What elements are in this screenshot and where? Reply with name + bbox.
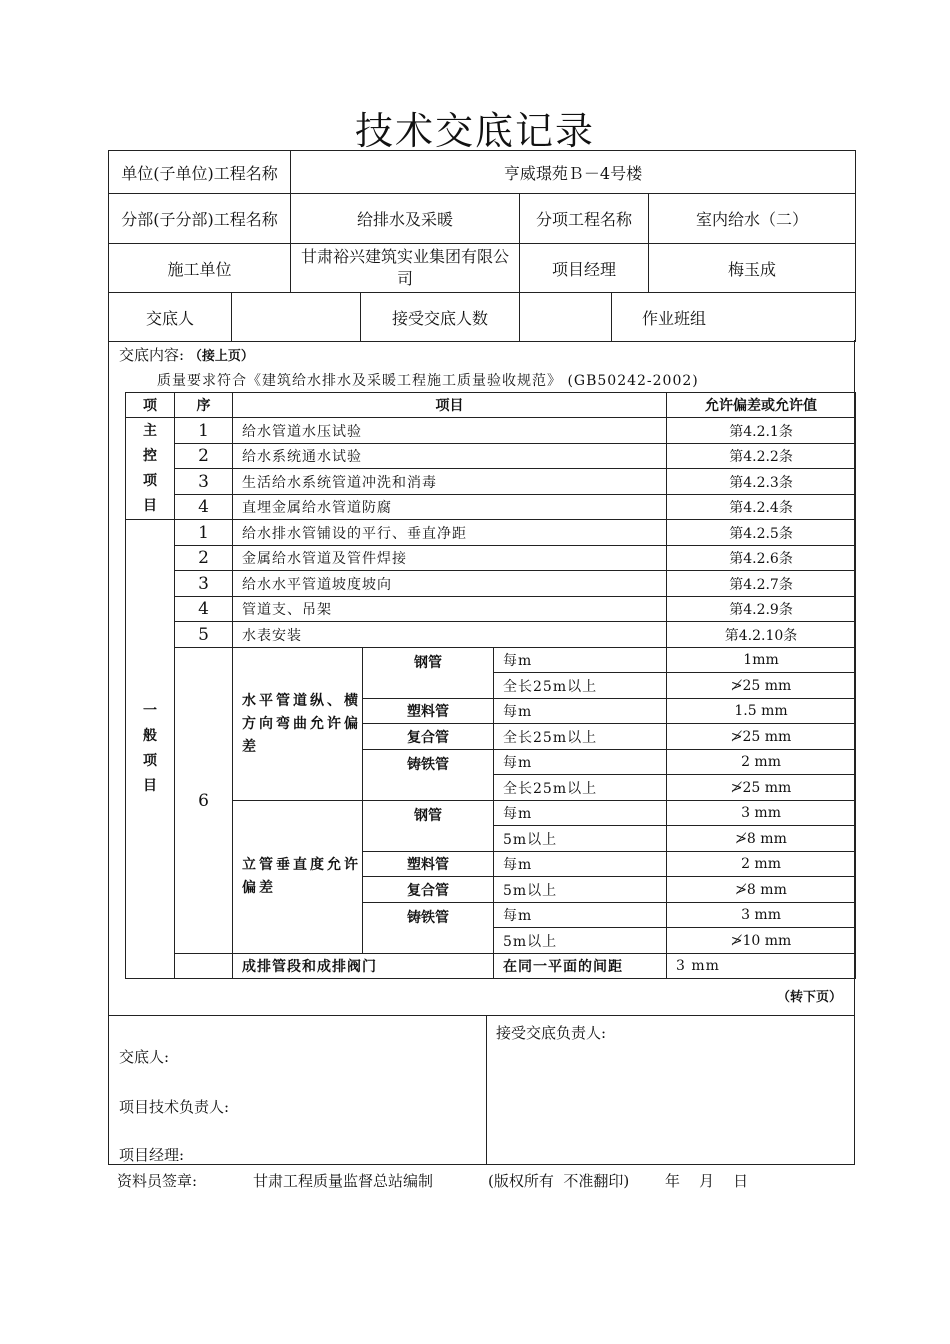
vertical-val: ≯10 mm <box>667 928 856 954</box>
col-header-item: 项目 <box>233 393 667 418</box>
horizontal-val: ≯25 mm <box>667 724 856 750</box>
page-title: 技术交底记录 <box>354 109 595 153</box>
horizontal-cond: 全长25m以上 <box>494 673 667 699</box>
signature-divider <box>486 1016 487 1164</box>
general-tolerance: 第4.2.10条 <box>667 622 856 648</box>
main-tolerance: 第4.2.2条 <box>667 444 856 469</box>
vertical-deviation-label: 立管垂直度允许偏差 <box>233 801 363 954</box>
row-pipe-val: 3 mm <box>667 954 856 979</box>
general-item: 金属给水管道及管件焊接 <box>233 546 667 571</box>
general-seq: 2 <box>175 546 233 571</box>
main-item: 直埋金属给水管道防腐 <box>233 495 667 520</box>
header-table <box>108 150 856 342</box>
vertical-cond: 5m以上 <box>494 928 667 954</box>
horizontal-castiron: 铸铁管 <box>363 750 494 801</box>
horizontal-cond: 每m <box>494 699 667 724</box>
receivers-count-value[interactable] <box>520 293 612 342</box>
horizontal-deviation-label: 水平管道纵、横方向弯曲允许偏差 <box>233 648 363 801</box>
main-tolerance: 第4.2.4条 <box>667 495 856 520</box>
horizontal-plastic: 塑料管 <box>363 699 494 724</box>
division-value: 给排水及采暖 <box>291 194 520 244</box>
continued-to: （转下页） <box>776 990 842 1005</box>
horizontal-val: 2 mm <box>667 750 856 775</box>
vertical-val: 3 mm <box>667 903 856 928</box>
receiver-lead-signature[interactable]: 接受交底负责人: <box>496 1024 607 1042</box>
contractor-value: 甘肃裕兴建筑实业集团有限公司 <box>291 244 520 293</box>
division-label: 分部(子分部)工程名称 <box>109 194 291 244</box>
general-tolerance: 第4.2.6条 <box>667 546 856 571</box>
signature-box <box>108 1015 855 1165</box>
quality-requirement: 质量要求符合《建筑给水排水及采暖工程施工质量验收规范》 (GB50242-2002) <box>157 373 699 389</box>
footer-clerk: 资料员签章: <box>117 1172 198 1190</box>
main-category <box>126 418 175 520</box>
general-item: 管道支、吊架 <box>233 597 667 622</box>
col-header-seq: 序 <box>175 393 233 418</box>
col-header-tolerance: 允许偏差或允许值 <box>667 393 856 418</box>
tech-lead-signature[interactable]: 项目技术负责人: <box>119 1098 230 1116</box>
general-seq-6: 6 <box>175 648 233 954</box>
continued-from: （接上页） <box>188 349 254 364</box>
general-seq: 3 <box>175 571 233 597</box>
content-intro <box>119 344 254 365</box>
horizontal-cond: 全长25m以上 <box>494 775 667 801</box>
main-seq: 3 <box>175 469 233 495</box>
discloser-value[interactable] <box>232 293 361 342</box>
team-label: 作业班组 <box>612 293 856 342</box>
vertical-steel: 钢管 <box>363 801 494 852</box>
vertical-plastic: 塑料管 <box>363 852 494 877</box>
unit-project-label: 单位(子单位)工程名称 <box>109 151 291 194</box>
vertical-composite: 复合管 <box>363 877 494 903</box>
receivers-count-label: 接受交底人数 <box>361 293 520 342</box>
row-pipe-cond: 在同一平面的间距 <box>494 954 667 979</box>
main-item: 给水系统通水试验 <box>233 444 667 469</box>
general-tolerance: 第4.2.9条 <box>667 597 856 622</box>
main-seq: 4 <box>175 495 233 520</box>
vertical-val: ≯8 mm <box>667 826 856 852</box>
general-seq: 5 <box>175 622 233 648</box>
vertical-val: 3 mm <box>667 801 856 826</box>
footer-date: 年 月 日 <box>665 1172 749 1190</box>
vertical-cond: 每m <box>494 903 667 928</box>
main-tolerance: 第4.2.1条 <box>667 418 856 444</box>
horizontal-val: 1.5 mm <box>667 699 856 724</box>
main-item: 生活给水系统管道冲洗和消毒 <box>233 469 667 495</box>
general-tolerance: 第4.2.5条 <box>667 520 856 546</box>
row-pipe-item: 成排管段和成排阀门 <box>233 954 494 979</box>
horizontal-composite: 复合管 <box>363 724 494 750</box>
manager-value: 梅玉成 <box>649 244 856 293</box>
subitem-value: 室内给水（二） <box>649 194 856 244</box>
horizontal-val: ≯25 mm <box>667 673 856 699</box>
main-tolerance: 第4.2.3条 <box>667 469 856 495</box>
general-category-label: 一般项目 <box>143 703 157 794</box>
main-seq: 2 <box>175 444 233 469</box>
vertical-cond: 5m以上 <box>494 826 667 852</box>
vertical-val: ≯8 mm <box>667 877 856 903</box>
main-category-label: 主控项目 <box>143 422 157 514</box>
general-seq: 4 <box>175 597 233 622</box>
manager-label: 项目经理 <box>520 244 649 293</box>
general-item: 给水水平管道坡度坡向 <box>233 571 667 597</box>
discloser-label: 交底人 <box>109 293 232 342</box>
vertical-cond: 每m <box>494 852 667 877</box>
general-category <box>126 520 175 979</box>
unit-project-value: 亨威璟苑Ｂ－4号楼 <box>291 151 856 194</box>
main-seq: 1 <box>175 418 233 444</box>
horizontal-cond: 每m <box>494 750 667 775</box>
general-item: 给水排水管铺设的平行、垂直净距 <box>233 520 667 546</box>
vertical-castiron: 铸铁管 <box>363 903 494 954</box>
horizontal-val: 1mm <box>667 648 856 673</box>
subitem-label: 分项工程名称 <box>520 194 649 244</box>
horizontal-steel: 钢管 <box>363 648 494 699</box>
contractor-label: 施工单位 <box>109 244 291 293</box>
row-pipe-seq <box>175 954 233 979</box>
general-tolerance: 第4.2.7条 <box>667 571 856 597</box>
horizontal-val: ≯25 mm <box>667 775 856 801</box>
intro-label: 交底内容: <box>119 346 185 364</box>
footer-compiler: 甘肃工程质量监督总站编制 <box>253 1172 434 1190</box>
discloser-signature[interactable]: 交底人: <box>119 1048 170 1066</box>
col-header-category: 项 <box>126 393 175 418</box>
inspection-table <box>125 392 856 979</box>
vertical-cond: 每m <box>494 801 667 826</box>
manager-signature[interactable]: 项目经理: <box>119 1146 185 1164</box>
horizontal-cond: 全长25m以上 <box>494 724 667 750</box>
vertical-val: 2 mm <box>667 852 856 877</box>
main-item: 给水管道水压试验 <box>233 418 667 444</box>
vertical-cond: 5m以上 <box>494 877 667 903</box>
general-seq: 1 <box>175 520 233 546</box>
footer-copyright: (版权所有 不准翻印) <box>488 1172 630 1190</box>
general-item: 水表安装 <box>233 622 667 648</box>
horizontal-cond: 每m <box>494 648 667 673</box>
